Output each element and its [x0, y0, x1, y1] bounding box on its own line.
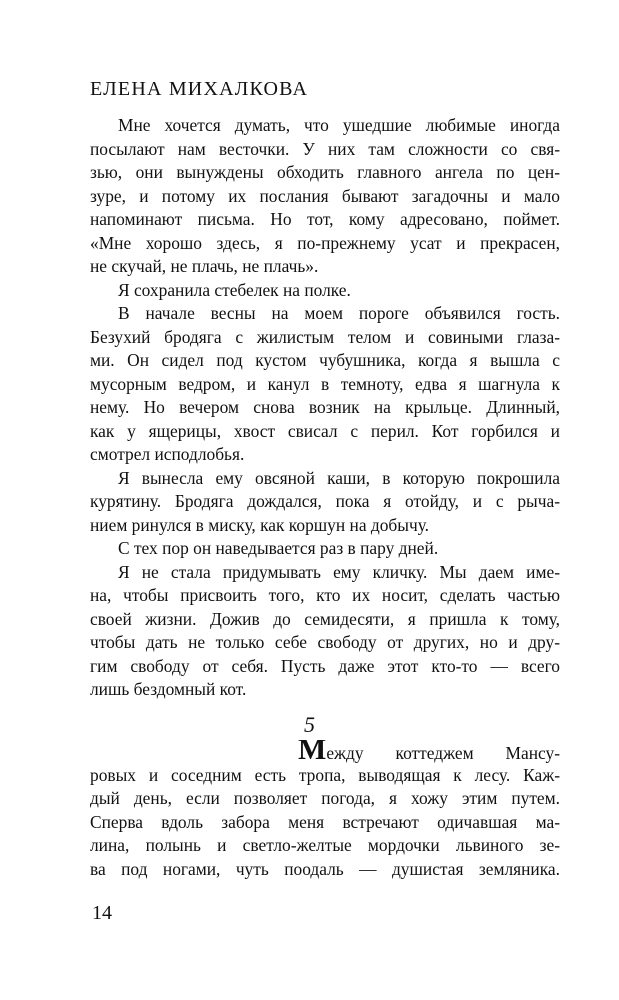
body-text	[90, 114, 560, 702]
text-line: посылают нам весточки. У них там сложности со свя-	[90, 138, 560, 159]
text-line: лина, полынь и светло-желтые мордочки львиного зе-	[90, 835, 560, 855]
text-line: не скучай, не плачь, не плачь».	[90, 256, 319, 276]
text-line: Сперва вдоль забора меня встречают одичавшая ма-	[90, 811, 560, 832]
text-line: нием ринулся в миску, как коршун на добычу.	[90, 514, 430, 535]
text-line: ва под ногами, чуть поодаль — душистая земляника.	[90, 858, 560, 879]
text-line: чтобы дать не только себе свободу от других, но и дру-	[90, 632, 560, 652]
text-line: как у ящерицы, хвост свисал с перил. Кот горбился и	[90, 420, 560, 441]
text-line: лишь бездомный кот.	[90, 679, 247, 699]
text-line: Я сохранила стебелек на полке.	[118, 279, 351, 300]
text-line: на, чтобы присвоить того, кто их носит, сделать частью	[90, 585, 560, 605]
text-line: мусорным ведром, и канул в темноту, едва я шагнула к	[90, 373, 560, 394]
text-line: «Мне хорошо здесь, я по-прежнему усат и прекрасен,	[90, 232, 560, 253]
page-number: 14	[92, 902, 112, 924]
text-line: Я вынесла ему овсяной каши, в которую покрошила	[118, 467, 560, 488]
first-line	[90, 740, 560, 764]
first-line-rest: ежду коттеджем Мансу-	[326, 743, 560, 763]
text-line: Мне хочется думать, что ушедшие любимые иногда	[118, 115, 560, 135]
drop-cap: М	[298, 740, 327, 764]
text-line: Безухий бродяга с жилистым телом и совиными глаза-	[90, 326, 560, 347]
text-line: смотрел исподлобья.	[90, 444, 245, 464]
text-line: напоминают письма. Но тот, кому адресовано, поймет.	[90, 209, 560, 229]
text-line: курятину. Бродяга дождался, пока я отойду, и с рыча-	[90, 491, 560, 511]
text-line: ми. Он сидел под кустом чубушника, когда я вышла с	[90, 350, 560, 370]
text-line: гим свободу от себя. Пусть даже этот кто-то — всего	[90, 655, 560, 676]
text-line: дый день, если позволяет погода, я хожу этим путем.	[90, 788, 560, 808]
text-line: С тех пор он наведывается раз в пару дней.	[118, 538, 439, 558]
running-title: ЕЛЕНА МИХАЛКОВА	[90, 78, 309, 100]
text-line: нему. Но вечером снова возник на крыльце. Длинный,	[90, 397, 560, 417]
text-line: Я не стала придумывать ему кличку. Мы даем име-	[118, 561, 560, 582]
text-line: зью, они вынуждены обходить главного ангела по цен-	[90, 162, 560, 182]
text-line: ровых и соседним есть тропа, выводящая к лесу. Каж-	[90, 764, 560, 785]
text-line: В начале весны на моем пороге объявился гость.	[118, 303, 560, 323]
text-line: зуре, и потому их послания бывают загадочны и мало	[90, 185, 560, 206]
section-number: 5	[304, 712, 315, 737]
text-line: своей жизни. Дожив до семидесяти, я пришла к тому,	[90, 608, 560, 629]
chapter-text	[90, 740, 560, 881]
